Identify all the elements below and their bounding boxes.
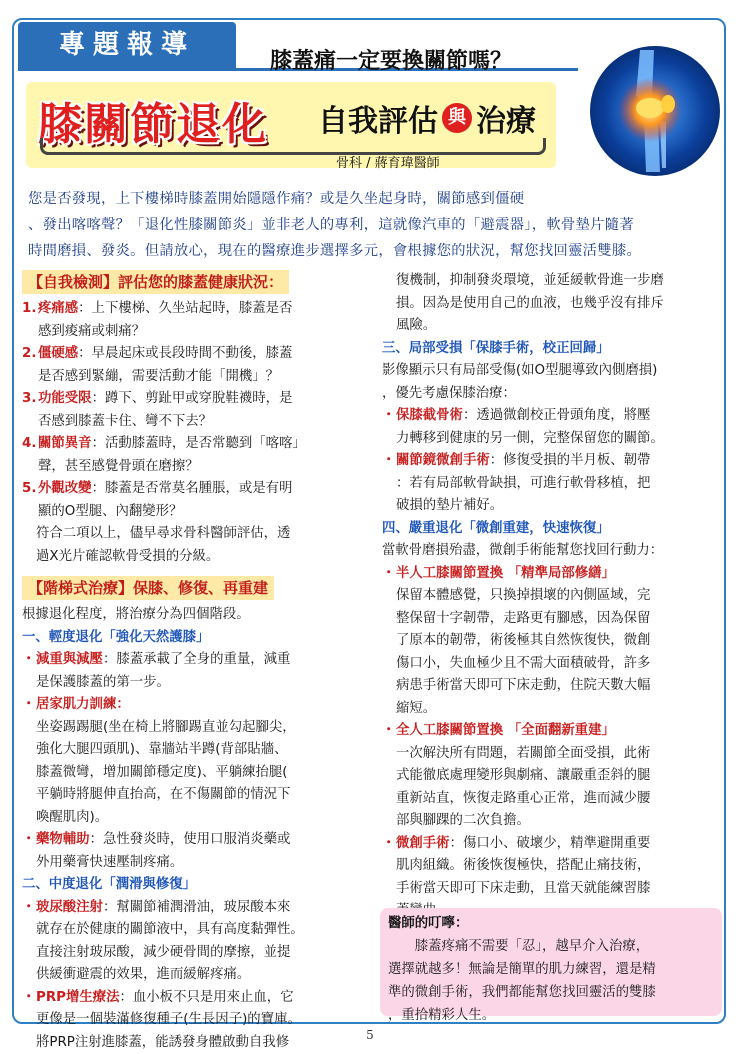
bullet-dot: ・ [22,829,36,874]
stage2-title: 二、中度退化「潤滑與修復」 [22,874,368,897]
item-text: 否感到膝蓋卡住、彎不下去？ [38,414,212,429]
item-text: 更像是一個裝滿修復種子(生長因子)的寶庫。 [36,1012,301,1027]
self-check-item [22,298,368,343]
item-key: 外觀改變 [38,481,92,496]
bullet-dot: ・ [22,649,36,694]
item-text: ：膝蓋承載了全身的重量，減重 [103,652,290,667]
bullet-dot: ・ [382,720,396,833]
stage1-item-weight [22,649,368,694]
advice-title: 醫師的叮嚀： [388,912,714,935]
item-text: 膝蓋微彎，增加關節穩定度)、平躺練抬腿( [36,762,368,785]
item-text: 傷口小，失血極少且不需大面積破骨，許多 [396,656,650,671]
item-key: 保膝截骨術 [396,408,463,423]
self-check-conclusion: 符合二項以上，儘早尋求骨科醫師評估，透 [22,523,368,546]
item-number: 3. [22,388,38,433]
title-part-assessment: 自我評估 [318,96,438,140]
article-title-rest [318,96,536,140]
stage4-item-partial-knee [382,563,722,721]
stage1-title: 一、輕度退化「強化天然護膝」 [22,627,368,650]
item-text: ：幫關節補潤滑油，玻尿酸本來 [103,900,290,915]
intro-line: 、發出喀喀聲？「退化性膝關節炎」並非老人的專利，這就像汽車的「避震器」，軟骨墊片隨著 [28,212,712,238]
bullet-dot: ・ [22,897,36,987]
item-text: 風險。 [396,315,722,338]
item-text: 肌肉組織。術後恢復極快，搭配止痛技術， [396,858,650,873]
bullet-dot: ・ [382,450,396,518]
advice-line: ，重拾精彩人生。 [388,1004,714,1027]
item-text: ：膝蓋是否常莫名腫脹，或是有明 [92,481,293,496]
item-key: 居家肌力訓練 [36,697,116,712]
page-number: 5 [0,1028,740,1042]
article-subtitle: 膝蓋痛一定要換關節嗎？ [270,44,512,75]
item-text: 坐姿踢踢腿(坐在椅上將腳踢直並勾起腳尖， [36,717,368,740]
item-text: 重新站直，恢復走路重心正常，進而減少腰 [396,791,650,806]
self-check-conclusion: 過X光片確認軟骨受損的分級。 [22,546,368,569]
stage1-training-text [22,717,368,830]
item-key: 半人工膝關節置換 「精準局部修繕」 [396,566,615,581]
stage4-lead: 當軟骨磨損殆盡，微創手術能幫您找回行動力： [382,540,722,563]
item-key: 疼痛感 [38,301,78,316]
intro-paragraph [28,186,712,264]
bullet-dot: ・ [382,563,396,721]
item-number: 4. [22,433,38,478]
intro-line: 您是否發現，上下樓梯時膝蓋開始隱隱作痛？或是久坐起身時，關節感到僵硬 [28,186,712,212]
self-check-item [22,388,368,433]
item-key: 僵硬感 [38,346,78,361]
item-text: 顯的O型腿、內翻變形？ [38,504,182,519]
advice-line: 選擇就越多！無論是簡單的肌力練習，還是精 [388,958,714,981]
item-text: 平躺時將腿伸直抬高，在不傷關節的情況下 [36,784,368,807]
item-key: 關節鏡微創手術 [396,453,490,468]
title-circle-and: 與 [442,103,472,133]
left-column [22,270,368,1054]
stage3-text: 影像顯示只有局部受傷(如O型腿導致內側磨損) [382,360,722,383]
item-text: 整保留十字韌帶，走路更有腳感，因為保留 [396,611,650,626]
stage3-text: ，優先考慮保膝治療： [382,383,722,406]
item-key-suffix: ： [116,697,129,712]
treatment-intro: 根據退化程度，將治療分為四個階段。 [22,604,368,627]
section-tag: 專題報導 [18,22,236,68]
item-text: ：傷口小、破壞少，精準避開重要 [450,836,651,851]
item-number: 1. [22,298,38,343]
item-key: PRP增生療法 [36,990,120,1005]
item-text: 將PRP注射進膝蓋，能誘發身體啟動自我修 [36,1035,289,1050]
item-text: 就存在於健康的關節液中，具有高度黏彈性。 [36,922,304,937]
item-text: 外用藥膏快速壓制疼痛。 [36,855,183,870]
item-key: 功能受限 [38,391,92,406]
self-check-item [22,478,368,523]
bullet-dot: ・ [22,694,36,717]
item-text: ：蹲下、剪趾甲或穿脫鞋襪時，是 [92,391,293,406]
item-text: 病患手術當天即可下床走動，住院天數大幅 [396,678,650,693]
item-text: 是否感到緊繃，需要活動才能「開機」？ [38,369,279,384]
stage2-item-hyaluronic [22,897,368,987]
item-number: 5. [22,478,38,523]
item-text: 復機制，抑制發炎環境，並延緩軟骨進一步磨 [396,270,722,293]
knee-joint-illustration [588,44,722,178]
stage3-title: 三、局部受損「保膝手術，校正回歸」 [382,338,722,361]
item-key: 減重與減壓 [36,652,103,667]
advice-line: 膝蓋疼痛不需要「忍」，越早介入治療， [388,935,714,958]
self-check-heading: 【自我檢測】評估您的膝蓋健康狀況： [22,270,289,294]
item-key: 玻尿酸注射 [36,900,103,915]
stage2-item-prp [22,987,368,1054]
stage4-title: 四、嚴重退化「微創重建，快速恢復」 [382,518,722,541]
advice-line: 準的微創手術，我們都能幫您找回靈活的雙膝 [388,981,714,1004]
self-check-item [22,343,368,388]
item-text: 力轉移到健康的另一側，完整保留您的關節。 [396,431,664,446]
item-key: 藥物輔助 [36,832,90,847]
bullet-dot: ・ [382,833,396,923]
item-text: 聲，甚至感覺骨頭在磨擦？ [38,459,199,474]
prp-continued [382,270,722,338]
self-check-item [22,433,368,478]
bullet-dot: ・ [22,987,36,1054]
item-text: ：早晨起床或長段時間不動後，膝蓋 [78,346,292,361]
item-text: 保留本體感覺，只換掉損壞的內側區域，完 [396,588,650,603]
item-text: ：透過微創校正骨頭角度，將壓 [463,408,650,423]
item-text: 式能徹底處理變形與劇痛、讓嚴重歪斜的腿 [396,768,650,783]
title-part-treatment: 治療 [476,96,536,140]
item-text: 損。因為是使用自己的血液，也幾乎沒有排斥 [396,293,722,316]
item-text: 喚醒肌肉)。 [36,807,368,830]
stage1-item-training [22,694,368,717]
item-text: ：若有局部軟骨缺損，可進行軟骨移植，把 [396,476,650,491]
item-number: 2. [22,343,38,388]
item-key: 關節異音 [38,436,92,451]
item-key: 全人工膝關節置換 「全面翻新重建」 [396,723,615,738]
bullet-dot: ・ [382,405,396,450]
article-title-main: 膝關節退化 [38,88,268,152]
item-text: 了原本的韌帶，術後極其自然恢復快，微創 [396,633,650,648]
item-text: 手術當天即可下床走動，且當天就能練習膝 [396,881,650,896]
intro-line: 時間磨損、發炎。但請放心，現在的醫療進步選擇多元，會根據您的狀況，幫您找回靈活雙膝。 [28,238,712,264]
item-text: 部與腳踝的二次負擔。 [396,813,530,828]
stage3-item-arthroscopy [382,450,722,518]
item-text: ：活動膝蓋時，是否常聽到「喀喀」 [92,436,306,451]
item-text: 一次解決所有問題，若關節全面受損，此術 [396,746,650,761]
item-text: ：修復受損的半月板、韌帶 [490,453,651,468]
doctor-advice-box [380,908,722,1016]
author-byline: 骨科 / 蔣育瑋醫師 [336,152,440,171]
item-text: ：上下樓梯、久坐站起時，膝蓋是否 [78,301,292,316]
item-text: 是保護膝蓋的第一步。 [36,675,170,690]
title-bracket [40,138,546,155]
item-text: 縮短。 [396,701,436,716]
stage4-item-total-knee [382,720,722,833]
right-column [382,270,722,923]
item-text: 直接注射玻尿酸，減少硬骨間的摩擦，並提 [36,945,290,960]
item-text: 供緩衝避震的效果，進而緩解疼痛。 [36,967,250,982]
treatment-heading: 【階梯式治療】保膝、修復、再重建 [22,576,274,600]
item-text: 強化大腿四頭肌)、靠牆站半蹲(背部貼牆、 [36,739,368,762]
item-text: ：血小板不只是用來止血，它 [120,990,294,1005]
stage3-item-osteotomy [382,405,722,450]
item-key: 微創手術 [396,836,450,851]
item-text: ：急性發炎時，使用口服消炎藥或 [90,832,291,847]
stage1-item-drugs [22,829,368,874]
item-text: 破損的墊片補好。 [396,498,503,513]
item-text: 感到痠痛或刺痛？ [38,324,145,339]
